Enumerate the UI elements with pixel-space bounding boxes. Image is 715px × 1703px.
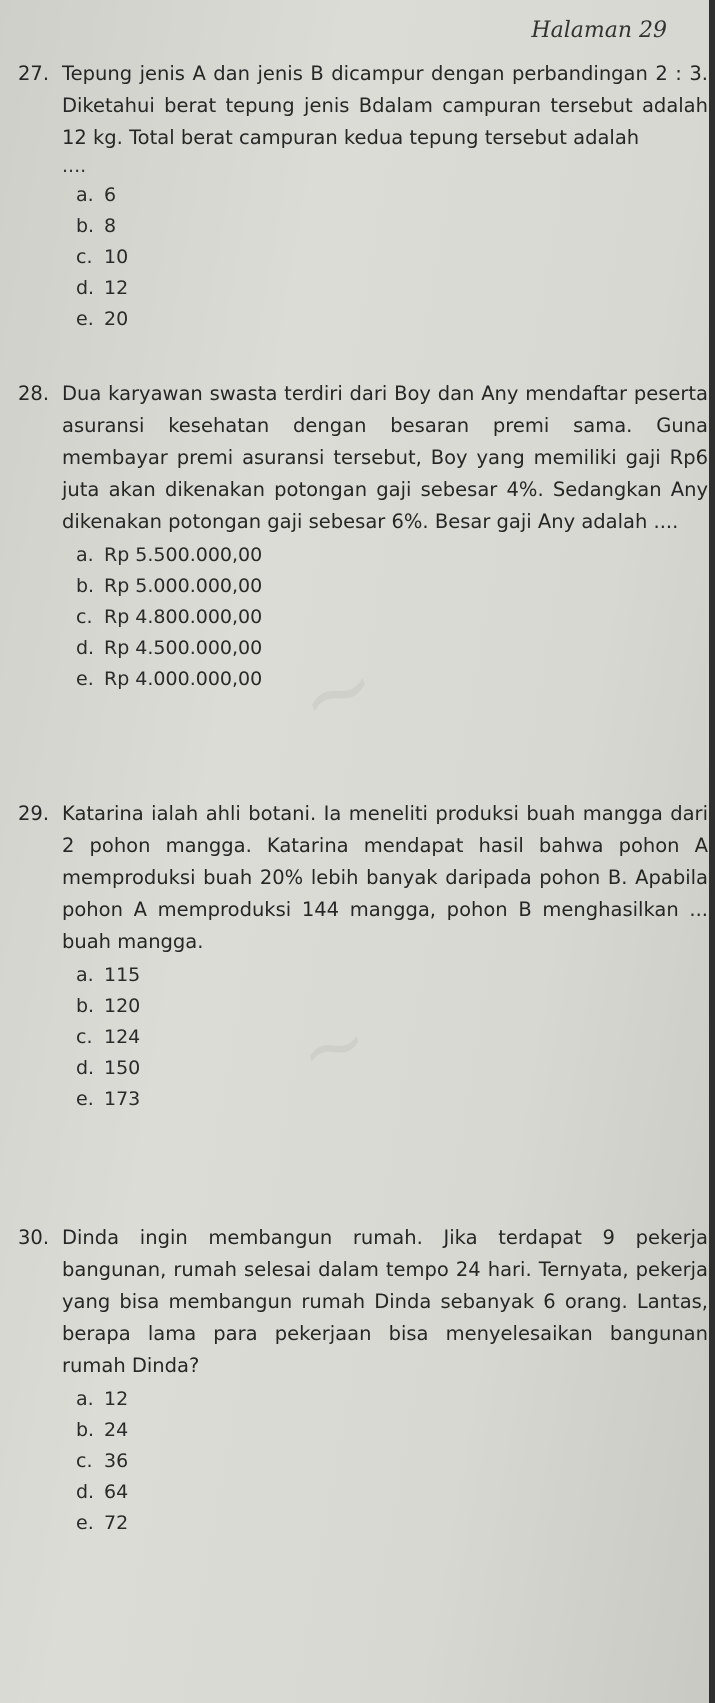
question-text: Katarina ialah ahli botani. Ia meneliti produksi buah mangga dari 2 pohon mangga. Katarina mendapat hasil bahwa pohon A memproduksi buah 20% lebih banyak daripada pohon B. Apabila pohon A memproduksi 144 mangga, pohon B menghasilkan ... buah mangga. xyxy=(62,802,708,953)
answer-option[interactable] xyxy=(76,1022,708,1053)
answer-option[interactable] xyxy=(76,571,708,602)
page-number-header: Halaman 29 xyxy=(531,18,667,43)
option-value: 36 xyxy=(104,1450,129,1472)
watermark-decoration: ~ xyxy=(289,992,378,1101)
option-value: Rp 4.800.000,00 xyxy=(104,606,263,628)
option-value: 72 xyxy=(104,1512,129,1534)
option-letter: a. xyxy=(76,1388,94,1410)
question-number: 28. xyxy=(18,382,50,405)
option-value: Rp 5.000.000,00 xyxy=(104,575,263,597)
question-text: Dinda ingin membangun rumah. Jika terdapat 9 pekerja bangunan, rumah selesai dalam tempo 24 hari. Ternyata, pekerja yang bisa membangun rumah Dinda sebanyak 6 orang. Lantas, berapa lama para pekerjaan bisa menyelesaikan bangunan rumah Dinda? xyxy=(62,1226,708,1377)
option-letter: c. xyxy=(76,606,93,628)
question-trailing-dots: .... xyxy=(62,155,87,177)
answer-option[interactable] xyxy=(76,1384,708,1415)
page-edge-shadow xyxy=(709,0,715,1703)
answer-option[interactable] xyxy=(76,1415,708,1446)
option-letter: c. xyxy=(76,1026,93,1048)
answer-option[interactable] xyxy=(76,1508,708,1539)
answer-options xyxy=(18,1384,708,1539)
question-number: 30. xyxy=(18,1226,50,1249)
question-30 xyxy=(18,1222,708,1539)
answer-option[interactable] xyxy=(76,180,708,211)
question-number: 29. xyxy=(18,802,50,825)
answer-options xyxy=(18,180,708,335)
question-28 xyxy=(18,378,708,695)
question-29 xyxy=(18,798,708,1115)
option-value: 120 xyxy=(104,995,141,1017)
answer-option[interactable] xyxy=(76,1477,708,1508)
answer-option[interactable] xyxy=(76,991,708,1022)
option-value: 12 xyxy=(104,277,129,299)
option-value: Rp 5.500.000,00 xyxy=(104,544,263,566)
option-value: 12 xyxy=(104,1388,129,1410)
question-text: Dua karyawan swasta terdiri dari Boy dan Any mendaftar peserta asuransi kesehatan dengan besaran premi sama. Guna membayar premi asuransi tersebut, Boy yang memiliki gaji Rp6 juta akan dikenakan potongan gaji sebesar 4%. Sedangkan Any dikenakan potongan gaji sebesar 6%. Besar gaji Any adalah .... xyxy=(62,382,708,533)
answer-option[interactable] xyxy=(76,1053,708,1084)
option-letter: b. xyxy=(76,995,95,1017)
option-value: Rp 4.500.000,00 xyxy=(104,637,263,659)
option-value: 124 xyxy=(104,1026,141,1048)
question-27 xyxy=(18,58,708,335)
answer-option[interactable] xyxy=(76,960,708,991)
option-letter: a. xyxy=(76,964,94,986)
option-letter: d. xyxy=(76,277,95,299)
option-letter: e. xyxy=(76,1512,94,1534)
option-value: 24 xyxy=(104,1419,129,1441)
answer-option[interactable] xyxy=(76,1084,708,1115)
option-value: 10 xyxy=(104,246,129,268)
answer-options xyxy=(18,960,708,1115)
watermark-decoration: ~ xyxy=(284,630,392,755)
option-letter: b. xyxy=(76,215,95,237)
option-letter: d. xyxy=(76,637,95,659)
option-letter: c. xyxy=(76,1450,93,1472)
answer-option[interactable] xyxy=(76,273,708,304)
question-text: Tepung jenis A dan jenis B dicampur dengan perbandingan 2 : 3. Diketahui berat tepung jenis Bdalam campuran tersebut adalah 12 kg. Total berat campuran kedua tepung tersebut adalah xyxy=(62,62,708,149)
option-letter: a. xyxy=(76,544,94,566)
question-number: 27. xyxy=(18,62,50,85)
option-value: 64 xyxy=(104,1481,129,1503)
option-letter: d. xyxy=(76,1481,95,1503)
answer-option[interactable] xyxy=(76,602,708,633)
option-value: Rp 4.000.000,00 xyxy=(104,668,263,690)
option-value: 150 xyxy=(104,1057,141,1079)
answer-option[interactable] xyxy=(76,540,708,571)
option-letter: c. xyxy=(76,246,93,268)
option-value: 6 xyxy=(104,184,117,206)
option-letter: e. xyxy=(76,668,94,690)
answer-option[interactable] xyxy=(76,633,708,664)
option-letter: a. xyxy=(76,184,94,206)
option-value: 8 xyxy=(104,215,117,237)
option-value: 115 xyxy=(104,964,141,986)
option-letter: b. xyxy=(76,575,95,597)
answer-option[interactable] xyxy=(76,304,708,335)
answer-option[interactable] xyxy=(76,664,708,695)
option-letter: e. xyxy=(76,1088,94,1110)
option-value: 20 xyxy=(104,308,129,330)
option-letter: e. xyxy=(76,308,94,330)
answer-options xyxy=(18,540,708,695)
option-value: 173 xyxy=(104,1088,141,1110)
answer-option[interactable] xyxy=(76,1446,708,1477)
option-letter: d. xyxy=(76,1057,95,1079)
answer-option[interactable] xyxy=(76,242,708,273)
option-letter: b. xyxy=(76,1419,95,1441)
answer-option[interactable] xyxy=(76,211,708,242)
